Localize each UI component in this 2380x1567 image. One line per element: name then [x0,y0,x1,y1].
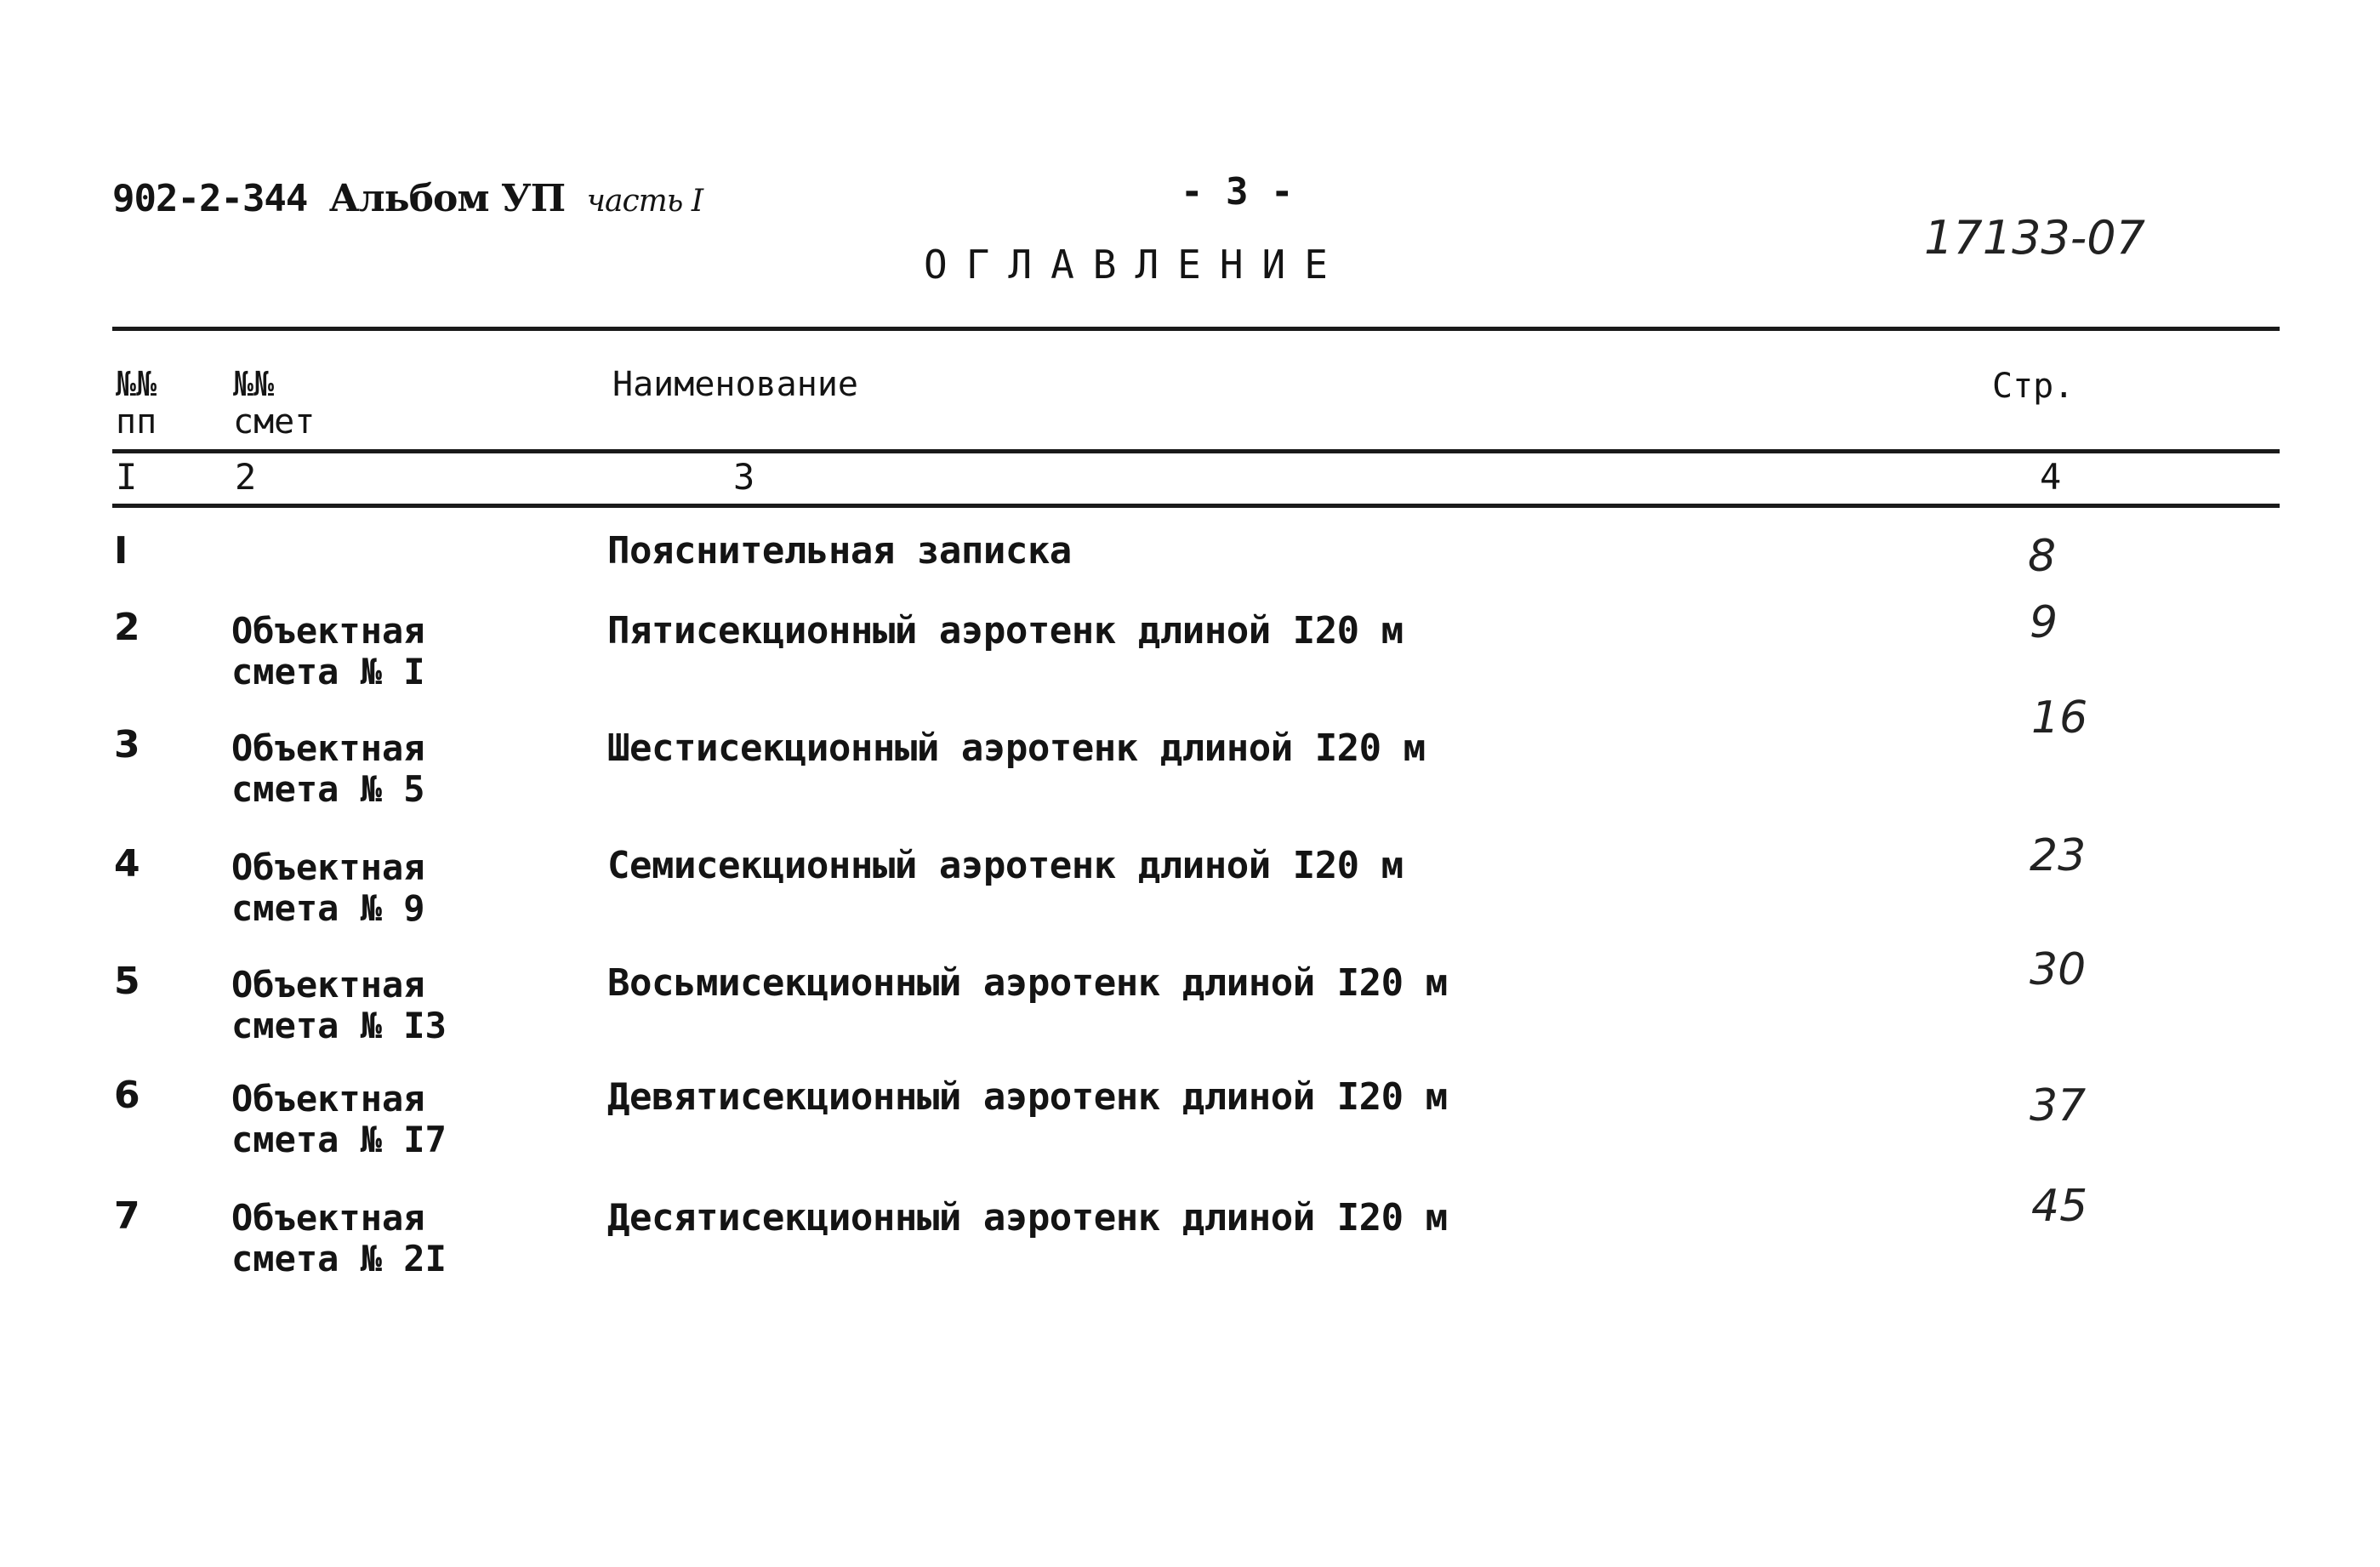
row-page: 37 [2030,1080,2087,1131]
album-label: Альбом УП [328,177,566,220]
column-header-page: Стр. [1992,367,2075,406]
row-number: 5 [114,960,140,1003]
row-estimate [231,847,425,929]
row-page: 9 [2030,597,2058,648]
document-code-line [112,177,703,220]
row-page: 30 [2030,944,2087,995]
table-header-rule [112,449,2280,453]
row-estimate-line: смета № 5 [231,768,425,810]
row-estimate-line: Объектная [231,964,425,1006]
row-number: 2 [114,606,140,649]
row-estimate-line: смета № I7 [231,1119,447,1160]
column-header-line: смет [233,402,316,442]
row-estimate [231,1198,447,1279]
row-name: Десятисекционный аэротенк длиной I20 м [607,1196,1448,1239]
row-name: Пятисекционный аэротенк длиной I20 м [607,609,1404,652]
column-number: 4 [2040,456,2062,498]
row-number: I [114,529,128,573]
row-page: 45 [2031,1181,2088,1232]
page-title: ОГЛАВЛЕНИЕ [924,242,1347,288]
row-name: Семисекционный аэротенк длиной I20 м [607,844,1404,887]
column-header-line: №№ [116,365,157,404]
registration-number: 17133-07 [1924,211,2145,265]
column-header-line: пп [116,402,157,442]
row-estimate-line: смета № 2I [231,1238,447,1279]
row-estimate-line: смета № 9 [231,887,425,929]
row-page: 16 [2031,692,2088,744]
row-estimate [231,1079,447,1160]
row-page: 8 [2028,531,2057,582]
column-header-name: Наименование [612,365,858,404]
row-page: 23 [2030,830,2087,881]
row-number: 3 [114,723,140,766]
column-number: I [116,456,138,498]
part-label: часть I [586,184,703,219]
row-name: Девятисекционный аэротенк длиной I20 м [607,1075,1448,1119]
row-number: 4 [114,842,140,886]
row-estimate-line: смета № I [231,651,425,692]
row-number: 6 [114,1074,140,1117]
row-estimate [231,728,425,810]
row-estimate [231,965,447,1046]
page-number: - 3 - [1181,170,1294,214]
doc-code: 902-2-344 [112,177,308,220]
table-body-rule [112,504,2280,508]
row-estimate-line: Объектная [231,610,425,652]
column-header-estimate [233,366,315,441]
row-estimate [231,611,425,692]
column-number: 2 [235,456,257,498]
row-estimate-line: Объектная [231,1078,425,1120]
row-name: Пояснительная записка [607,529,1072,573]
column-header-item-number [116,366,157,441]
row-estimate-line: смета № I3 [231,1005,447,1046]
row-name: Восьмисекционный аэротенк длиной I20 м [607,961,1448,1005]
row-name: Шестисекционный аэротенк длиной I20 м [607,727,1426,770]
row-estimate-line: Объектная [231,846,425,888]
row-number: 7 [114,1194,140,1238]
row-estimate-line: Объектная [231,727,425,769]
row-estimate-line: Объектная [231,1197,425,1239]
column-number: 3 [733,456,755,498]
column-header-line: №№ [233,365,275,404]
table-top-rule [112,327,2280,331]
